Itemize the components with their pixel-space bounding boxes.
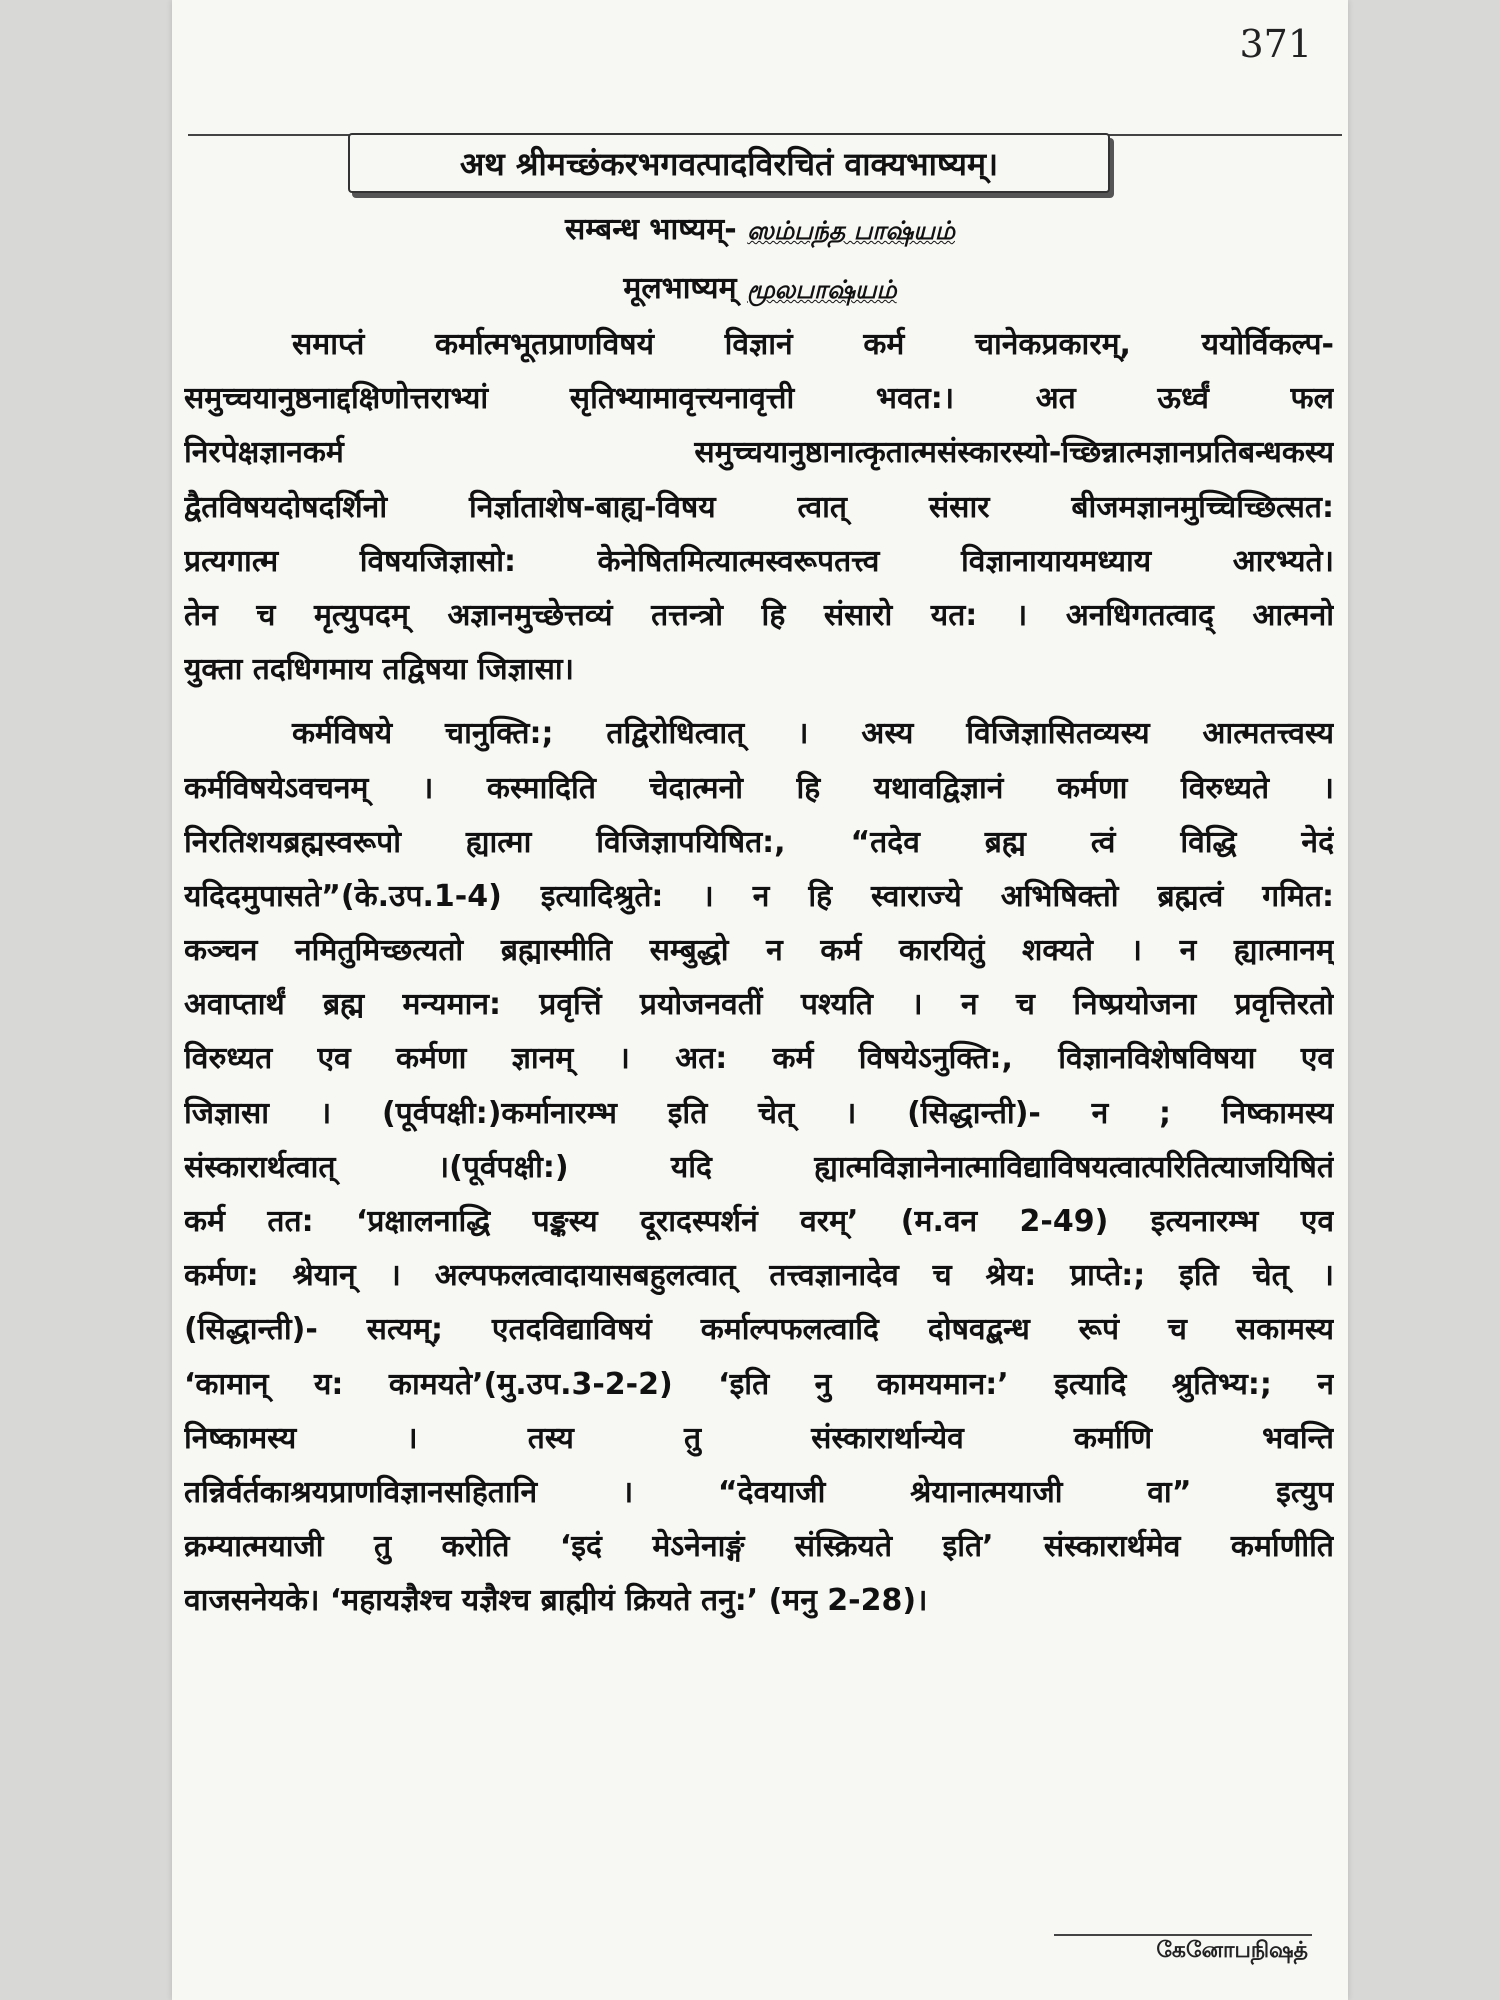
text-line: तेन च मृत्युपदम् अज्ञानमुच्छेत्तव्यं तत्तन्त्रो हि संसारो यत: । अनधिगतत्वाद् आत्मनो	[184, 597, 1334, 633]
subsection-heading	[172, 266, 1348, 308]
text-line: कर्मविषये चानुक्ति:; तद्विरोधित्वात् । अस्य विजिज्ञासितव्यस्य आत्मतत्त्वस्य	[292, 716, 1334, 752]
text-line: युक्ता तदधिगमाय तद्विषया जिज्ञासा।	[184, 652, 575, 688]
text-line: कञ्चन नमितुमिच्छत्यतो ब्रह्मास्मीति सम्बुद्धो न कर्म कारयितुं शक्यते । न ह्यात्मानम्	[184, 933, 1334, 969]
title-box	[348, 133, 1110, 193]
text-line: वाजसनेयके। ‘महायज्ञैश्च यज्ञैश्च ब्राह्मीयं क्रियते तनु:’ (मनु 2-28)।	[184, 1583, 928, 1619]
subsection-heading-sanskrit: मूलभाष्यम्	[623, 271, 737, 306]
text-line: कर्म तत: ‘प्रक्षालनाद्धि पङ्कस्य दूरादस्पर्शनं वरम्’ (म.वन 2-49) इत्यनारम्भ एव	[184, 1204, 1334, 1239]
text-line: तन्निर्वर्तकाश्रयप्राणविज्ञानसहितानि । “देवयाजी श्रेयानात्मयाजी वा” इत्युप	[184, 1474, 1334, 1510]
text-line: जिज्ञासा । (पूर्वपक्षी:)कर्मानारम्भ इति चेत् । (सिद्धान्ती)- न ; निष्कामस्य	[184, 1095, 1334, 1131]
text-line: निष्कामस्य । तस्य तु संस्कारार्थान्येव कर्माणि भवन्ति	[184, 1420, 1334, 1456]
text-line: क्रम्यात्मयाजी तु करोति ‘इदं मेऽनेनाङ्गं संस्क्रियते इति’ संस्कारार्थमेव कर्माणीति	[184, 1529, 1334, 1565]
text-line: विरुध्यत एव कर्मणा ज्ञानम् । अत: कर्म विषयेऽनुक्ति:, विज्ञानविशेषविषया एव	[184, 1041, 1334, 1077]
section-heading	[172, 207, 1348, 249]
subsection-heading-tamil: மூலபாஷ்யம்	[746, 275, 897, 304]
running-footer: கேனோபநிஷத்	[1156, 1938, 1308, 1963]
text-line: प्रत्यगात्म विषयजिज्ञासो: केनेषितमित्यात्मस्वरूपतत्त्व विज्ञानायायमध्याय आरभ्यते।	[184, 543, 1334, 579]
text-line: यदिदमुपासते”(के.उप.1-4) इत्यादिश्रुते: । न हि स्वाराज्ये अभिषिक्तो ब्रह्मत्वं गमित:	[184, 878, 1334, 914]
body-text	[184, 318, 1334, 1629]
text-line: द्वैतविषयदोषदर्शिनो निर्ज्ञाताशेष-बाह्य-विषय त्वात् संसार बीजमज्ञानमुच्चिच्छित्सत:	[184, 489, 1334, 525]
text-line: ‘कामान् य: कामयते’(मु.उप.3-2-2) ‘इति नु कामयमान:’ इत्यादि श्रुतिभ्य:; न	[184, 1366, 1334, 1402]
text-line: संस्कारार्थत्वात् ।(पूर्वपक्षी:) यदि ह्यात्मविज्ञानेनात्माविद्याविषयत्वात्परितित्याजयिषितं	[184, 1149, 1334, 1185]
page-title: अथ श्रीमच्छंकरभगवत्पादविरचितं वाक्यभाष्यम्।	[459, 144, 999, 183]
section-heading-sanskrit: सम्बन्ध भाष्यम्-	[565, 212, 737, 247]
page	[172, 0, 1348, 2000]
text-line: (सिद्धान्ती)- सत्यम्; एतदविद्याविषयं कर्माल्पफलत्वादि दोषवद्बन्ध रूपं च सकामस्य	[184, 1312, 1334, 1348]
footer-rule	[1054, 1934, 1312, 1936]
text-line: कर्मविषयेऽवचनम् । कस्मादिति चेदात्मनो हि यथावद्विज्ञानं कर्मणा विरुध्यते ।	[184, 770, 1334, 806]
text-line: कर्मण: श्रेयान् । अल्पफलत्वादायासबहुलत्वात् तत्त्वज्ञानादेव च श्रेय: प्राप्ते:; इति चेत् ।	[184, 1258, 1334, 1294]
section-heading-tamil: ஸம்பந்த பாஷ்யம்	[747, 216, 955, 245]
text-line: अवाप्तार्थं ब्रह्म मन्यमान: प्रवृत्तिं प्रयोजनवतीं पश्यति । न च निष्प्रयोजना प्रवृत्तिरतो	[184, 987, 1334, 1023]
text-line: निरपेक्षज्ञानकर्म समुच्चयानुष्ठानात्कृतात्मसंस्कारस्यो-च्छिन्नात्मज्ञानप्रतिबन्धकस्य	[184, 435, 1334, 471]
text-line: समाप्तं कर्मात्मभूतप्राणविषयं विज्ञानं कर्म चानेकप्रकारम्, ययोर्विकल्प-	[292, 327, 1334, 362]
page-number: 371	[1239, 22, 1312, 66]
text-line: समुच्चयानुष्ठनाद्दक्षिणोत्तराभ्यां सृतिभ्यामावृत्त्यनावृत्ती भवत:। अत ऊर्ध्वं फल	[184, 381, 1334, 417]
text-line: निरतिशयब्रह्मस्वरूपो ह्यात्मा विजिज्ञापयिषित:, “तदेव ब्रह्म त्वं विद्धि नेदं	[184, 824, 1334, 860]
